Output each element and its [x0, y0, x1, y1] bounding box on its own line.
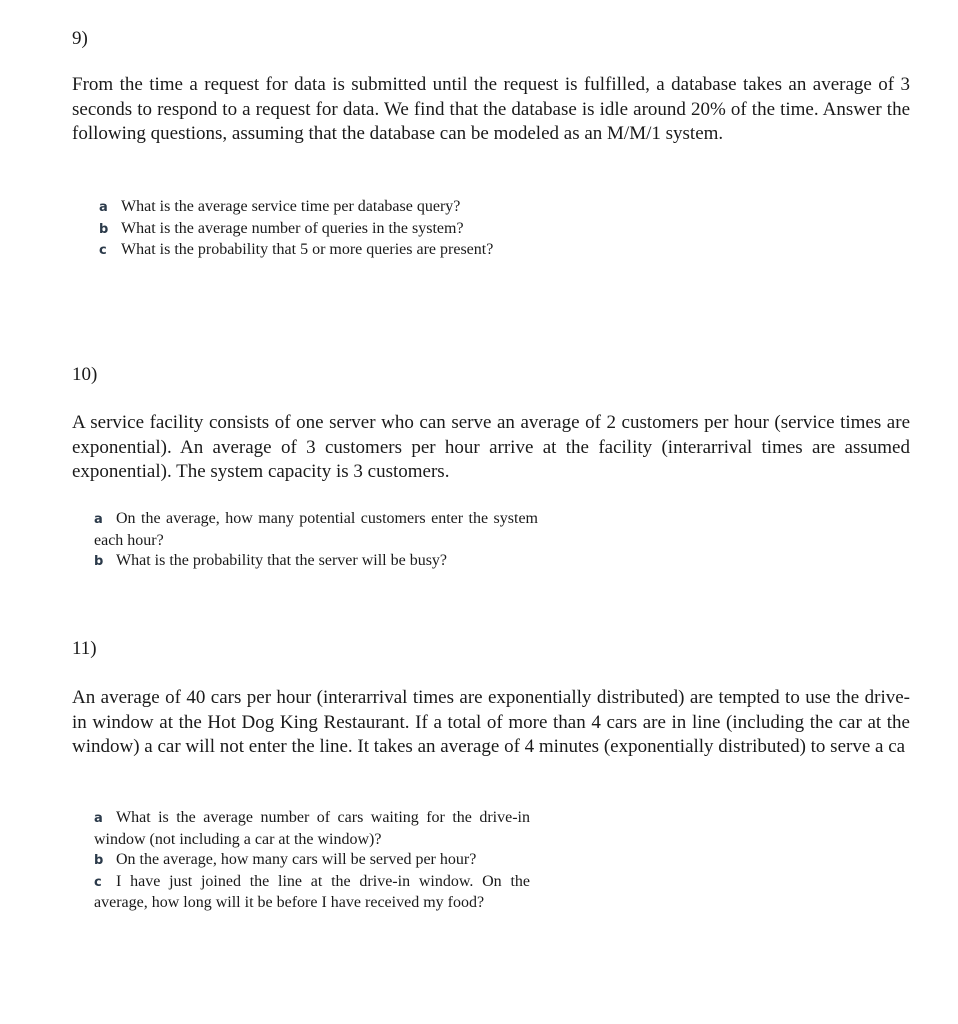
question-list [94, 509, 538, 573]
problem-number: 11) [72, 638, 97, 659]
question-item [99, 240, 551, 262]
question-list [99, 197, 551, 262]
question-text: I have just joined the line at the drive-in window. On the average, how long will it be before I have received my food? [94, 872, 530, 911]
question-letter: b [94, 853, 104, 868]
question-item [94, 551, 538, 573]
problem-statement: An average of 40 cars per hour (interarrival times are exponentially distributed) are tempted to use the drive-in window at the Hot Dog King Restaurant. If a total of more than 4 cars are in line (including the car at the window) a car will not enter the line. It takes an average of 4 minutes (exponentially distributed) to serve a ca [72, 687, 910, 757]
problem-number: 9) [72, 28, 88, 49]
question-letter: c [94, 874, 102, 890]
question-item [99, 219, 551, 241]
question-letter: b [99, 221, 109, 237]
question-letter: a [94, 811, 103, 826]
question-list [94, 808, 530, 914]
question-item [94, 509, 538, 551]
question-letter: c [99, 243, 107, 258]
problem-number: 10) [72, 364, 98, 385]
question-letter: a [94, 512, 103, 527]
question-item [94, 872, 530, 914]
question-text: On the average, how many potential customers enter the system each hour? [94, 510, 538, 549]
question-text: What is the average number of cars waiting for the drive-in window (not including a car at the window)? [94, 809, 530, 848]
question-item [94, 850, 530, 872]
question-text: What is the average service time per database query? [121, 198, 461, 215]
question-text: What is the probability that the server will be busy? [116, 552, 448, 569]
question-text: What is the probability that 5 or more queries are present? [121, 241, 494, 258]
question-letter: a [99, 200, 108, 215]
question-text: On the average, how many cars will be served per hour? [116, 851, 477, 868]
question-letter: b [94, 554, 104, 569]
question-item [99, 197, 551, 219]
problem-statement: From the time a request for data is submitted until the request is fulfilled, a database takes an average of 3 seconds to respond to a request for data. We find that the database is idle around 20% of the time. Answer the following questions, assuming that the database can be modeled as an M/M/1 system. [72, 74, 910, 144]
question-text: What is the average number of queries in the system? [121, 219, 464, 237]
problem-statement: A service facility consists of one server who can serve an average of 2 customers per hour (service times are exponential). An average of 3 customers per hour arrive at the facility (interarrival times are assumed exponential). The system capacity is 3 customers. [72, 412, 910, 482]
question-item [94, 808, 530, 850]
